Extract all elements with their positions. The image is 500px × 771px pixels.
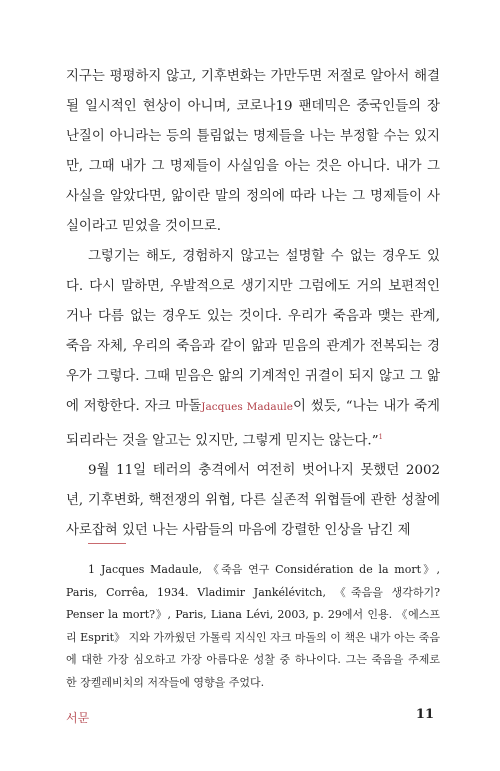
main-text — [66, 62, 440, 546]
footnote-text: Jacques Madaule, 《죽음 연구 Considération de la mort》, Paris, Corrêa, 1934. Vladimir Jankélévitch, 《죽음을 생각하기? Penser la mort?》, Paris, Liana Lévi, 2003, p. 29에서 인용. 《에스프리 Esprit》 지와 가까웠던 가톨릭 지식인 자크 마돌의 이 책은 내가 아는 죽음에 대한 가장 심오하고 가장 아름다운 성찰 중 하나이다. 그는 죽음을 주제로 한 장켈레비치의 저작들에 영향을 주었다. — [66, 563, 440, 689]
paragraph: 9월 11일 테러의 충격에서 여전히 벗어나지 못했던 2002년, 기후변화, 핵전쟁의 위협, 다른 실존적 위협들에 관한 성찰에 사로잡혀 있던 나는 사람들의 마음에 강렬한 인상을 남긴 제 — [66, 463, 440, 539]
paragraph — [66, 242, 440, 456]
footnote-number: 1 — [88, 563, 95, 576]
running-footer-section: 서문 — [66, 711, 90, 725]
footnote-marker[interactable]: 1 — [378, 433, 384, 441]
paragraph: 지구는 평평하지 않고, 기후변화는 가만두면 저절로 알아서 해결될 일시적인 현상이 아니며, 코로나19 팬데믹은 중국인들의 장난질이 아니라는 등의 틀림없는 명제들을 나는 부정할 수는 있지만, 그때 내가 그 명제들이 사실임을 아는 것은 아니다. 내가 그 사실을 알았다면, 앎이란 말의 정의에 따라 나는 그 명제들이 사실이라고 믿었을 것이므로. — [66, 69, 440, 234]
footnote-divider — [88, 543, 126, 544]
inline-name: Jacques Madaule — [201, 401, 293, 413]
page-number: 11 — [415, 707, 434, 722]
footnote — [66, 559, 440, 694]
paragraph-text: 이 썼듯, “나는 내가 죽게 되리라는 것을 알고는 있지만, 그렇게 믿지는 않는다.” — [66, 399, 440, 449]
paragraph-text: 그렇기는 해도, 경험하지 않고는 설명할 수 없는 경우도 있다. 다시 말하면, 우발적으로 생기지만 그럼에도 거의 보편적인 거나 다름 없는 경우도 있는 것이다. 우리가 죽음과 맺는 관계, 죽음 자체, 우리의 죽음과 같이 앎과 믿음의 관계가 전복되는 경우가 그렇다. 그때 믿음은 앎의 기계적인 귀결이 되지 않고 그 앎에 저항한다. 자크 마돌 — [66, 249, 440, 414]
